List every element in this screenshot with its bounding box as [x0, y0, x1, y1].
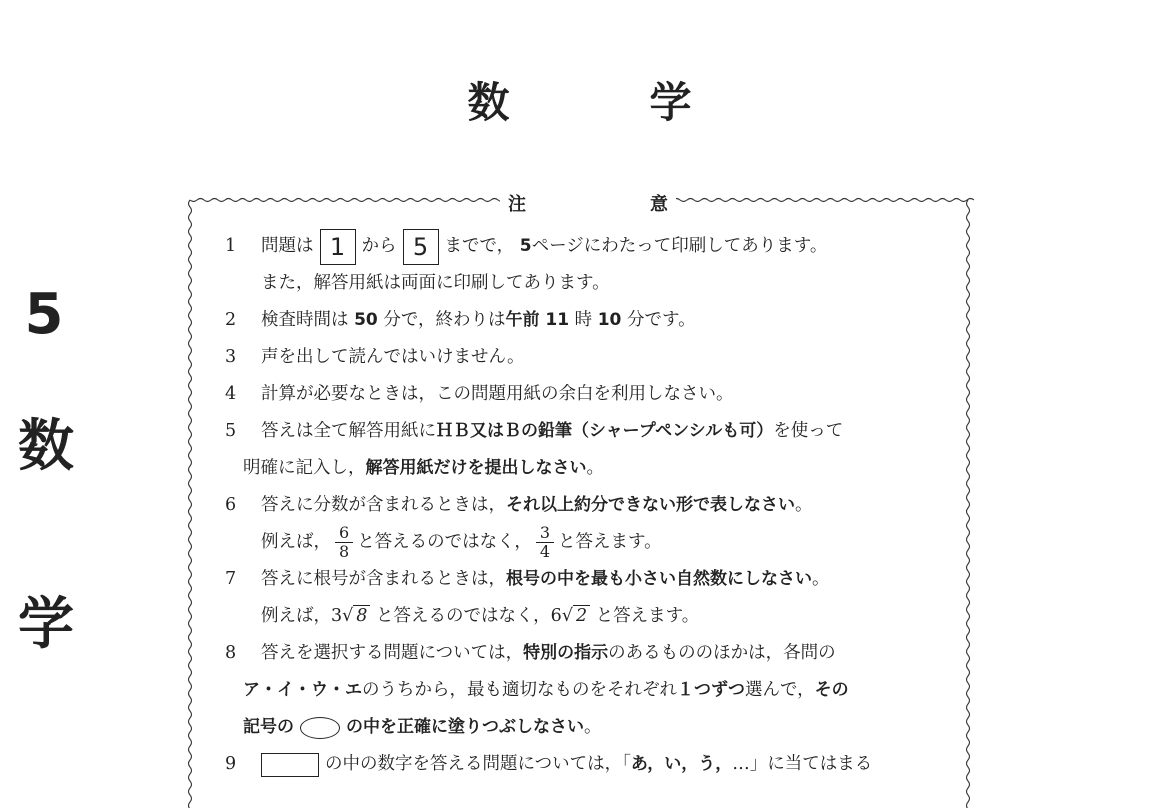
answer-box-icon: [261, 753, 319, 777]
item-1: 1 問題は 1 から 5 までで， 5ページにわたって印刷してあります。: [225, 228, 940, 265]
item-7-line-2: 例えば，3√ 8 と答えるのではなく，6√ 2 と答えます。: [225, 598, 940, 635]
notice-char-2: 意: [650, 194, 668, 215]
item-6-line-2: 例えば， $\frac{6}{8}$ と答えるのではなく， $\frac{3}{4}$ と答えます。: [261, 523, 662, 561]
radical-6-root-2: 6√ 2: [551, 598, 590, 635]
page-end-box: 5: [403, 229, 439, 265]
notice-heading: [500, 190, 676, 216]
page-start-box: 1: [320, 229, 356, 265]
item-8-line-2: ア・イ・ウ・エのうちから，最も適切なものをそれぞれ１つずつ選んで，その: [243, 680, 849, 700]
mark-ellipse-icon: [300, 717, 340, 739]
item-1-line-2: また，解答用紙は両面に印刷してあります。: [261, 273, 610, 293]
item-8-line-3: 記号の の中を正確に塗りつぶしなさい。: [243, 717, 602, 737]
side-char-2: 学: [18, 592, 74, 657]
item-2: 2 検査時間は 50 分で，終わりは午前 11 時 10 分です。: [225, 310, 696, 330]
item-5-line-2: 明確に記入し，解答用紙だけを提出しなさい。: [243, 458, 604, 478]
fraction-6-8: $\frac{6}{8}$: [335, 524, 353, 561]
side-char-1: 数: [18, 414, 74, 479]
side-number: 5: [24, 282, 64, 347]
item-6: 6 答えに分数が含まれるときは，それ以上約分できない形で表しなさい。: [225, 495, 813, 515]
radical-3-root-8: 3√ 8: [331, 598, 370, 635]
item-3: 3 声を出して読んではいけません。: [225, 347, 525, 367]
title-char-1: 数: [467, 78, 510, 127]
fraction-3-4: $\frac{3}{4}$: [536, 524, 554, 561]
page-title: [0, 70, 1159, 130]
item-4: 4 計算が必要なときは，この問題用紙の余白を利用しなさい。: [225, 384, 734, 404]
item-5: 5 答えは全て解答用紙にＨＢ又はＢの鉛筆（シャープペンシルも可）を使って: [225, 421, 844, 441]
title-char-2: 学: [649, 78, 692, 127]
notice-char-1: 注: [508, 194, 526, 215]
item-9: 9 の中の数字を答える問題については，「あ，い，う，…」に当てはまる: [225, 746, 940, 783]
instructions: [225, 228, 940, 783]
item-8: 8 答えを選択する問題については，特別の指示のあるもののほかは，各問の: [225, 643, 836, 663]
item-7: 7 答えに根号が含まれるときは，根号の中を最も小さい自然数にしなさい。: [225, 569, 830, 589]
